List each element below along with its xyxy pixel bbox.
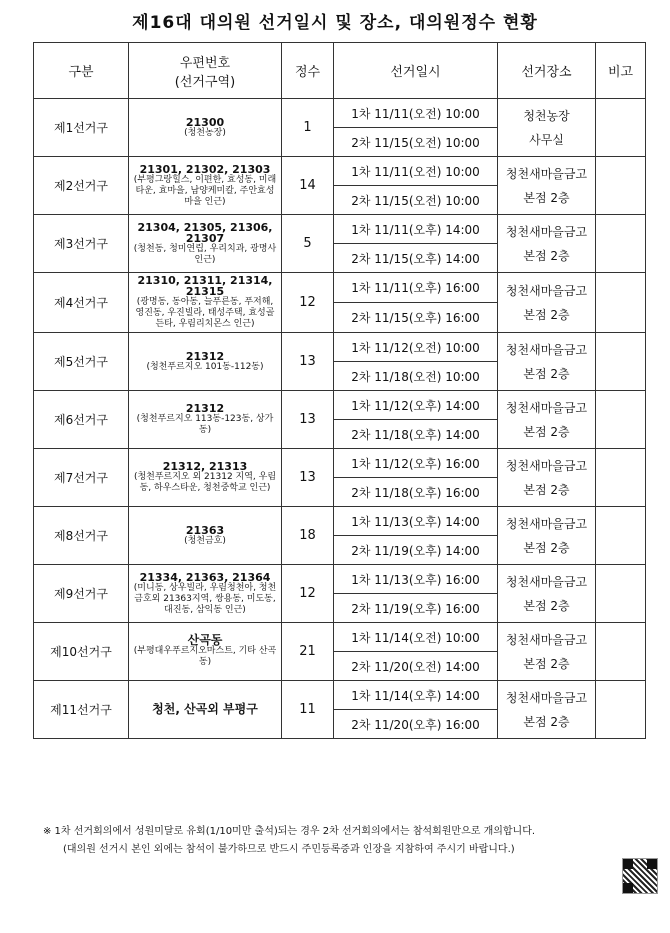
count-cell	[282, 449, 334, 507]
footnotes	[33, 823, 645, 859]
datetime-2: 2차 11/19(오후) 16:00	[334, 594, 498, 623]
zip-cell	[129, 391, 282, 449]
count-cell	[282, 681, 334, 739]
zip-detail: (청천농장)	[184, 127, 226, 138]
note-cell	[596, 391, 646, 449]
datetime-1: 1차 11/11(오전) 10:00	[334, 157, 498, 186]
place-cell	[498, 333, 596, 391]
zip-cell	[129, 681, 282, 739]
note-cell	[596, 623, 646, 681]
district-cell	[34, 215, 129, 273]
election-table	[33, 42, 646, 739]
count-value: 11	[299, 702, 316, 717]
count-cell	[282, 157, 334, 215]
zip-detail: (광명동, 동아동, 늘푸른동, 푸저해, 영진동, 우진빌라, 태성주택, 효성골든타, 우림리치몬스 인근)	[135, 297, 275, 329]
district-cell	[34, 391, 129, 449]
place-line-2: 본점 2층	[523, 656, 570, 671]
count-value: 13	[299, 354, 316, 369]
datetime-2: 2차 11/15(오후) 14:00	[334, 244, 498, 273]
place-line-1: 청천새마을금고	[505, 690, 588, 705]
zip-main: 21310, 21311, 21314, 21315	[137, 274, 273, 298]
district-label: 제11선거구	[50, 703, 112, 717]
datetime-1: 1차 11/12(오전) 10:00	[334, 333, 498, 362]
table-row	[34, 391, 646, 420]
district-cell	[34, 157, 129, 215]
header-place: 선거장소	[498, 43, 596, 99]
datetime-1: 1차 11/13(오후) 16:00	[334, 565, 498, 594]
count-cell	[282, 333, 334, 391]
place-line-1: 청천새마을금고	[505, 632, 588, 647]
note-cell	[596, 215, 646, 273]
place-line-1: 청천새마을금고	[505, 574, 588, 589]
header-datetime: 선거일시	[334, 43, 498, 99]
zip-detail: (청천금호)	[184, 535, 226, 546]
header-note: 비고	[596, 43, 646, 99]
district-label: 제3선거구	[53, 237, 108, 251]
zip-cell	[129, 215, 282, 273]
note-cell	[596, 449, 646, 507]
zip-detail: (부평대우푸르지오마스트, 기타 산곡동)	[133, 646, 277, 667]
datetime-2: 2차 11/20(오전) 14:00	[334, 652, 498, 681]
place-line-1: 청천새마을금고	[505, 516, 588, 531]
page-title: 제16대 대의원 선거일시 및 장소, 대의원정수 현황	[132, 13, 538, 33]
count-cell	[282, 99, 334, 157]
table-row	[34, 215, 646, 244]
datetime-1: 1차 11/11(오후) 16:00	[334, 273, 498, 303]
table-row	[34, 449, 646, 478]
zip-cell	[129, 449, 282, 507]
zip-detail: (미니동, 상우빌라, 우림청천아, 청천금호외 21363지역, 쌍용동, 미도동, 대진동, 삼익동 인근)	[133, 582, 277, 615]
place-line-2: 사무실	[529, 132, 564, 147]
zip-detail: (부평그랑힐스, 이편한, 효성동, 미래타운, 효마을, 남양케미칼, 주안효성마을 인근)	[133, 174, 277, 207]
count-value: 12	[299, 586, 316, 601]
place-cell	[498, 681, 596, 739]
zip-detail: (청천동, 청미연립, 우리치과, 광명사 인근)	[133, 243, 277, 265]
count-value: 1	[303, 120, 312, 135]
place-line-2: 본점 2층	[523, 598, 570, 613]
count-cell	[282, 391, 334, 449]
datetime-2: 2차 11/15(오전) 10:00	[334, 128, 498, 157]
district-cell	[34, 623, 129, 681]
count-value: 13	[299, 470, 316, 485]
footnote-1: ※ 1차 선거회의에서 성원미달로 유회(1/10미만 출석)되는 경우 2차 선거회의에서는 참석회원만으로 개의합니다.	[43, 826, 536, 837]
district-label: 제4선거구	[53, 296, 108, 310]
count-cell	[282, 507, 334, 565]
datetime-1: 1차 11/12(오후) 16:00	[334, 449, 498, 478]
place-line-1: 청천새마을금고	[505, 224, 588, 239]
zip-main: 산곡동	[187, 633, 223, 647]
datetime-1: 1차 11/13(오후) 14:00	[334, 507, 498, 536]
place-cell	[498, 157, 596, 215]
place-cell	[498, 99, 596, 157]
zip-detail: (청천푸르지오 101동-112동)	[146, 361, 264, 372]
zip-cell	[129, 157, 282, 215]
zip-main: 21312, 21313	[162, 460, 248, 473]
place-line-2: 본점 2층	[523, 190, 570, 205]
district-cell	[34, 565, 129, 623]
table-row	[34, 507, 646, 536]
zip-main: 21301, 21302, 21303	[139, 162, 271, 176]
zip-detail: (청천푸르지오 외 21312 지역, 우림동, 하우스타운, 청천중학교 인근)	[133, 472, 277, 493]
zip-main: 21304, 21305, 21306, 21307	[137, 220, 273, 245]
district-label: 제7선거구	[53, 471, 108, 485]
zip-main: 21334, 21363, 21364	[139, 570, 271, 584]
header-count: 정수	[282, 43, 334, 99]
datetime-2: 2차 11/19(오후) 14:00	[334, 536, 498, 565]
place-cell	[498, 391, 596, 449]
place-line-2: 본점 2층	[523, 482, 570, 497]
zip-main: 21363	[185, 523, 225, 537]
note-cell	[596, 273, 646, 333]
count-value: 13	[299, 412, 316, 427]
table-row	[34, 273, 646, 303]
datetime-1: 1차 11/14(오후) 14:00	[334, 681, 498, 710]
count-value: 14	[299, 178, 316, 193]
note-cell	[596, 681, 646, 739]
zip-cell	[129, 333, 282, 391]
zip-main: 21312	[185, 349, 225, 363]
district-cell	[34, 273, 129, 333]
table-row	[34, 623, 646, 652]
datetime-1: 1차 11/11(오후) 14:00	[334, 215, 498, 244]
place-cell	[498, 507, 596, 565]
district-label: 제2선거구	[53, 179, 108, 193]
table-row	[34, 681, 646, 710]
place-line-1: 청천농장	[523, 108, 570, 123]
place-line-1: 청천새마을금고	[505, 400, 588, 415]
header-district: 구분	[34, 43, 129, 99]
count-value: 21	[299, 644, 316, 659]
place-line-2: 본점 2층	[523, 714, 570, 729]
place-cell	[498, 449, 596, 507]
datetime-1: 1차 11/12(오후) 14:00	[334, 391, 498, 420]
place-line-1: 청천새마을금고	[505, 283, 588, 298]
datetime-1: 1차 11/11(오전) 10:00	[334, 99, 498, 128]
district-label: 제6선거구	[53, 413, 108, 427]
zip-cell	[129, 507, 282, 565]
note-cell	[596, 333, 646, 391]
place-cell	[498, 273, 596, 333]
table-row	[34, 99, 646, 128]
place-line-2: 본점 2층	[523, 540, 570, 555]
district-label: 제1선거구	[53, 121, 108, 135]
table-row	[34, 157, 646, 186]
district-label: 제8선거구	[53, 529, 108, 543]
zip-main: 21300	[185, 115, 225, 129]
district-cell	[34, 99, 129, 157]
place-line-1: 청천새마을금고	[505, 458, 588, 473]
header-zip-sub: (선거구역)	[174, 74, 236, 90]
count-value: 5	[303, 236, 312, 251]
count-cell	[282, 623, 334, 681]
zip-cell	[129, 99, 282, 157]
zip-cell	[129, 623, 282, 681]
place-line-1: 청천새마을금고	[505, 166, 588, 181]
count-value: 12	[299, 295, 316, 310]
district-label: 제5선거구	[53, 355, 108, 369]
place-line-2: 본점 2층	[523, 307, 570, 322]
datetime-2: 2차 11/18(오후) 16:00	[334, 478, 498, 507]
district-cell	[34, 449, 129, 507]
count-value: 18	[299, 528, 316, 543]
datetime-2: 2차 11/20(오후) 16:00	[334, 710, 498, 739]
datetime-2: 2차 11/15(오후) 16:00	[334, 303, 498, 333]
count-cell	[282, 215, 334, 273]
datetime-1: 1차 11/14(오전) 10:00	[334, 623, 498, 652]
count-cell	[282, 273, 334, 333]
table-header-row	[34, 43, 646, 99]
note-cell	[596, 157, 646, 215]
header-zip-label: 우편번호	[179, 55, 231, 71]
zip-cell	[129, 273, 282, 333]
place-line-2: 본점 2층	[523, 248, 570, 263]
place-cell	[498, 215, 596, 273]
datetime-2: 2차 11/18(오전) 10:00	[334, 362, 498, 391]
qr-code-icon	[622, 858, 658, 894]
datetime-2: 2차 11/15(오전) 10:00	[334, 186, 498, 215]
datetime-2: 2차 11/18(오후) 14:00	[334, 420, 498, 449]
district-cell	[34, 333, 129, 391]
place-cell	[498, 623, 596, 681]
place-line-1: 청천새마을금고	[505, 342, 588, 357]
note-cell	[596, 565, 646, 623]
table-row	[34, 565, 646, 594]
place-line-2: 본점 2층	[523, 366, 570, 381]
zip-main: 21312	[185, 402, 225, 415]
district-label: 제10선거구	[50, 645, 112, 659]
note-cell	[596, 507, 646, 565]
footnote-2: (대의원 선거시 본인 외에는 참석이 불가하므로 반드시 주민등록증과 인장을 지참하여 주시기 바랍니다.)	[63, 844, 515, 855]
note-cell	[596, 99, 646, 157]
district-cell	[34, 507, 129, 565]
zip-main: 청천, 산곡외 부평구	[152, 702, 258, 716]
zip-detail: (청천푸르지오 113동-123동, 상가동)	[136, 414, 274, 435]
table-row	[34, 333, 646, 362]
zip-cell	[129, 565, 282, 623]
district-label: 제9선거구	[53, 587, 108, 601]
district-cell	[34, 681, 129, 739]
place-cell	[498, 565, 596, 623]
place-line-2: 본점 2층	[523, 424, 570, 439]
count-cell	[282, 565, 334, 623]
header-zip	[129, 43, 282, 99]
